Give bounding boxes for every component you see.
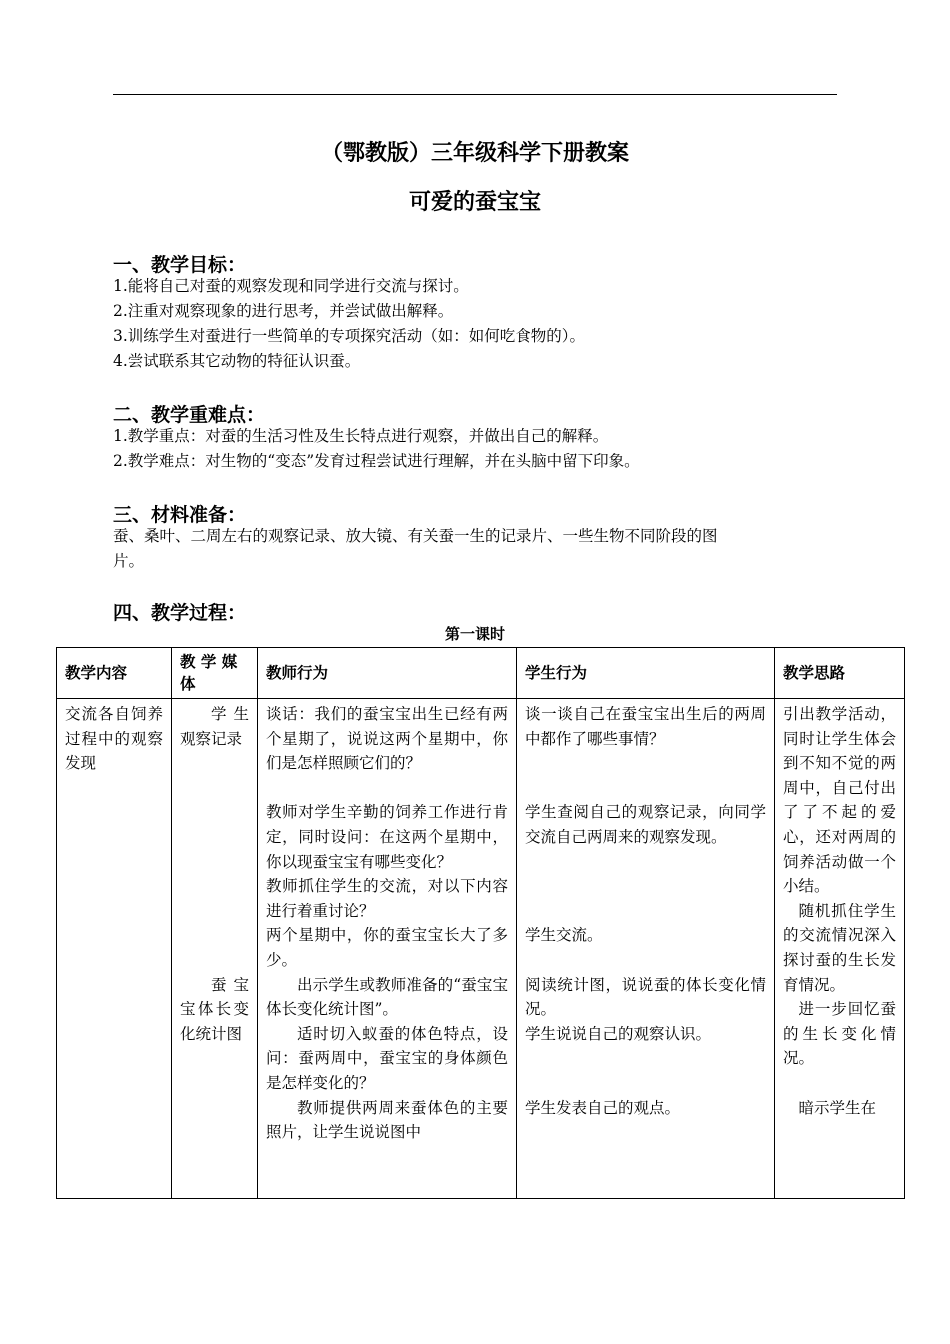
student-text: 学生说说自己的观察认识。 — [525, 1024, 712, 1043]
student-text: 阅读统计图，说说蚕的体长变化情况。 — [525, 975, 766, 1019]
table-row — [57, 699, 905, 1199]
table-caption: 第一课时 — [444, 625, 505, 643]
header-rule — [113, 94, 837, 95]
teacher-text: 谈话：我们的蚕宝宝出生已经有两个星期了，说说这两个星期中，你们是怎样照顾它们的？ — [266, 705, 508, 773]
materials-line: 蚕、桑叶、二周左右的观察记录、放大镜、有关蚕一生的记录片、一些生物不同阶段的图 — [113, 527, 718, 545]
media-item: 蚕宝宝体长变化统计图 — [180, 975, 249, 1043]
thinking-text: 进一步回忆蚕的生长变化情况。 — [783, 1000, 896, 1068]
document-title: （鄂教版）三年级科学下册教案 — [320, 141, 629, 166]
goal-item: 3.训练学生对蚕进行一些简单的专项探究活动（如：如何吃食物的）。 — [113, 327, 586, 345]
content-text: 交流各自饲养过程中的观察发现 — [65, 705, 163, 773]
header-thinking: 教学思路 — [775, 648, 905, 699]
thinking-text: 暗示学生在 — [798, 1098, 877, 1117]
teacher-text: 两个星期中，你的蚕宝宝长大了多少。 — [266, 926, 508, 969]
thinking-text: 引出教学活动，同时让学生体会到不知不觉的两周中，自己付出了了不起的爱心，还对两周的饲养活动做一个小结。 — [783, 705, 896, 896]
media-item: 学生观察记录 — [180, 705, 249, 748]
header-student: 学生行为 — [517, 648, 775, 699]
lesson-table — [56, 647, 905, 1199]
header-content: 教学内容 — [57, 648, 172, 699]
goals-heading: 一、教学目标： — [113, 254, 247, 276]
thinking-text: 随机抓住学生的交流情况深入探讨蚕的生长发育情况。 — [783, 901, 896, 994]
goal-item: 1.能将自己对蚕的观察发现和同学进行交流与探讨。 — [113, 277, 469, 295]
lesson-title: 可爱的蚕宝宝 — [408, 190, 541, 215]
header-media: 教 学 媒 体 — [172, 648, 258, 699]
student-text: 学生交流。 — [525, 926, 603, 945]
thinking-cell — [775, 699, 905, 1199]
student-text: 学生查阅自己的观察记录，向同学交流自己两周来的观察发现。 — [525, 803, 766, 846]
teacher-text: 教师提供两周来蚕体色的主要照片，让学生说说图中 — [266, 1098, 508, 1142]
materials-line: 片。 — [113, 552, 145, 570]
keypoint-item: 1.教学重点：对蚕的生活习性及生长特点进行观察，并做出自己的解释。 — [113, 427, 609, 445]
teacher-cell — [258, 699, 517, 1199]
student-text: 谈一谈自己在蚕宝宝出生后的两周中都作了哪些事情？ — [525, 705, 766, 748]
header-teacher: 教师行为 — [258, 648, 517, 699]
teacher-text: 出示学生或教师准备的“蚕宝宝体长变化统计图”。 — [266, 975, 508, 1019]
process-heading: 四、教学过程： — [113, 602, 247, 624]
content-cell — [57, 699, 172, 1199]
teacher-text: 教师抓住学生的交流，对以下内容进行着重讨论？ — [266, 877, 508, 920]
keypoint-item: 2.教学难点：对生物的“变态”发育过程尝试进行理解，并在头脑中留下印象。 — [113, 452, 640, 470]
teacher-text: 教师对学生辛勤的饲养工作进行肯定，同时设问：在这两个星期中，你以现蚕宝宝有哪些变化？ — [266, 803, 508, 871]
keypoints-heading: 二、教学重难点： — [113, 404, 266, 426]
materials-heading: 三、材料准备： — [113, 504, 247, 526]
goal-item: 4.尝试联系其它动物的特征认识蚕。 — [113, 352, 361, 370]
goal-item: 2.注重对观察现象的进行思考，并尝试做出解释。 — [113, 302, 454, 320]
teacher-text: 适时切入蚁蚕的体色特点，设问：蚕两周中，蚕宝宝的身体颜色是怎样变化的？ — [266, 1024, 508, 1092]
student-text: 学生发表自己的观点。 — [525, 1098, 681, 1117]
table-header-row — [57, 648, 905, 699]
media-cell — [172, 699, 258, 1199]
student-cell — [517, 699, 775, 1199]
